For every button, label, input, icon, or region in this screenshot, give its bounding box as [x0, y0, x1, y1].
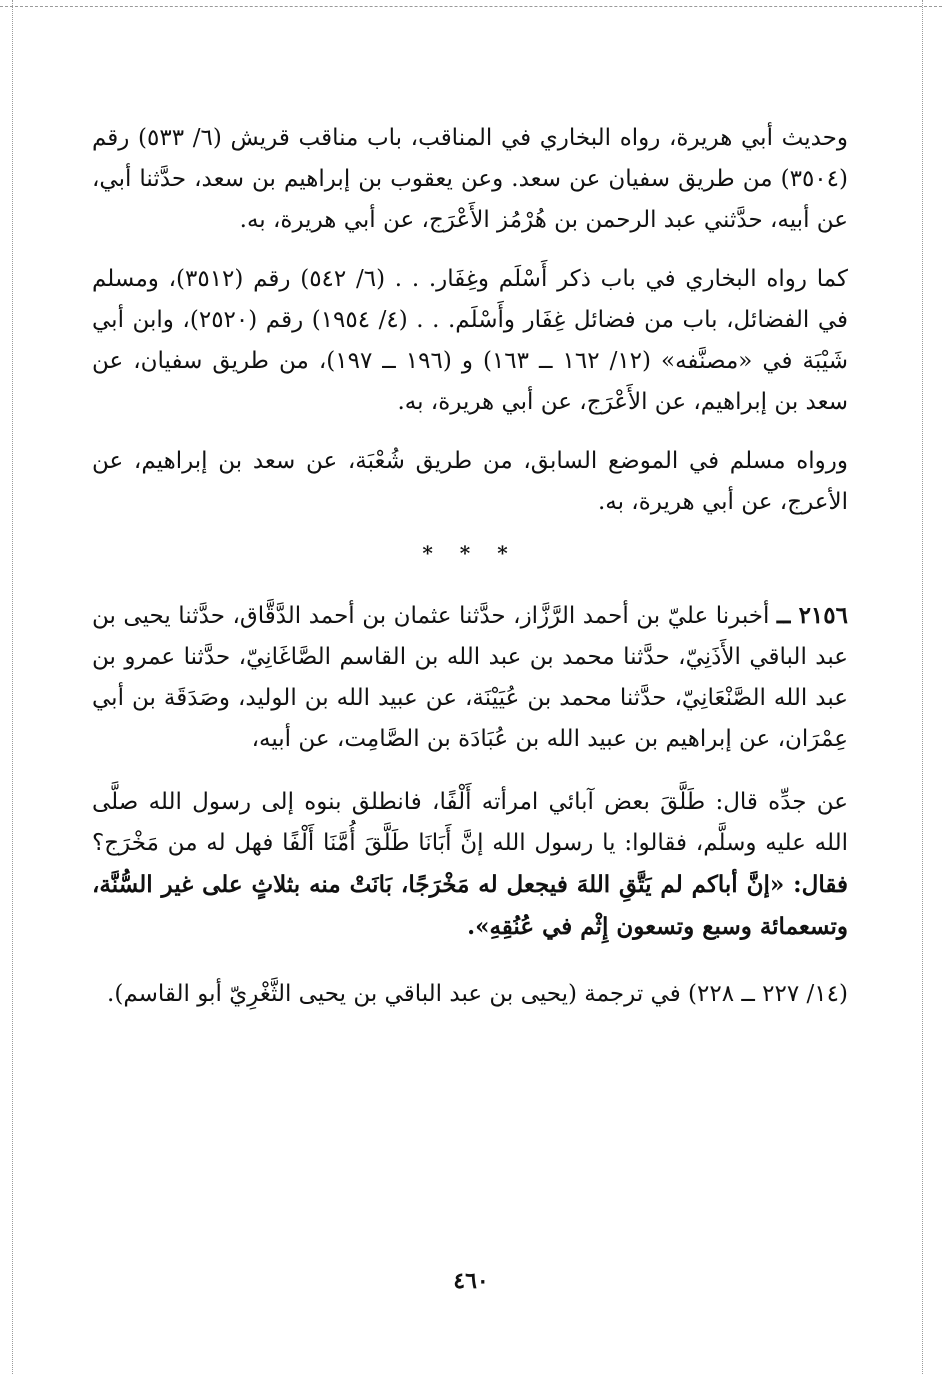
section-separator: * * *: [422, 541, 518, 565]
reference-note: (١٤/ ٢٢٧ ــ ٢٢٨) في ترجمة (يحيى بن عبد الباقي بن يحيى الثَّغْرِيّ أبو القاسم).: [107, 981, 848, 1007]
paragraph-other-narrations: كما رواه البخاري في باب ذكر أَسْلَم وغِفَار. . . (٦/ ٥٤٢) رقم (٣٥١٢)، ومسلم في الفضائل، باب من فضائل غِفَار وأَسْلَم. . . (٤/ ١٩٥٤) رقم (٢٥٢٠)، وابن أبي شَيْبَة في «مصنَّفه» (١٢/ ١٦٢ ــ ١٦٣) و (١٩٦ ــ ١٩٧)، من طريق سفيان، عن سعد بن إبراهيم، عن الأَعْرَج، عن أبي هريرة، به.: [92, 266, 849, 415]
scan-edge-top: [0, 6, 942, 7]
hadith-isnad: [92, 595, 848, 760]
paragraph-muslim-shuba: ورواه مسلم في الموضع السابق، من طريق شُعْبَة، عن سعد بن إبراهيم، عن الأعرج، عن أبي هريرة، به.: [92, 448, 848, 515]
page-number: ٤٦٠: [453, 1268, 489, 1294]
scan-edge-left: [12, 0, 13, 1374]
hadith-matn-intro: عن جدِّه قال: طَلَّقَ بعض آبائي امرأته أَلْفًا، فانطلق بنوه إلى رسول الله صلَّى الله عليه وسلَّم، فقالوا: يا رسول الله إنَّ أَبَانَا طَلَّقَ أُمَّنَا أَلْفًا فهل له من مَخْرَج؟: [92, 789, 848, 856]
hadith-matn: [92, 782, 848, 948]
hadith-isnad-text: أخبرنا عليّ بن أحمد الرَّزَّاز، حدَّثنا عثمان بن أحمد الدَّقَّاق، حدَّثنا يحيى بن عبد الباقي الأَذَنِيّ، حدَّثنا محمد بن عبد الله بن القاسم الصَّاغَانِيّ، حدَّثنا عمرو بن عبد الله الصَّنْعَانِيّ، حدَّثنا محمد بن عُيَيْنَة، عن عبيد الله بن الوليد، وصَدَقَة بن أبي عِمْرَان، عن إبراهيم بن عبيد الله بن عُبَادَة بن الصَّامِت، عن أبيه،: [92, 603, 848, 752]
hadith-number: ٢١٥٦ ــ: [776, 602, 848, 629]
paragraph-abu-hurayra-bukhari: وحديث أبي هريرة، رواه البخاري في المناقب، باب مناقب قريش (٦/ ٥٣٣) رقم (٣٥٠٤) من طريق سفيان عن سعد. وعن يعقوب بن إبراهيم بن سعد، حدَّثنا أبي، عن أبيه، حدَّثني عبد الرحمن بن هُرْمُز الأَعْرَج، عن أبي هريرة، به.: [92, 125, 848, 233]
hadith-matn-quote: فقال: «إنَّ أباكم لم يَتَّقِ اللهَ فيجعل له مَخْرَجًا، بَانَتْ منه بثلاثٍ على غير السُّنَّة، وتسعمائة وسبع وتسعون إِثْم في عُنُقِهِ».: [92, 871, 848, 940]
page-body: [92, 118, 848, 1033]
scan-edge-right: [922, 0, 923, 1374]
